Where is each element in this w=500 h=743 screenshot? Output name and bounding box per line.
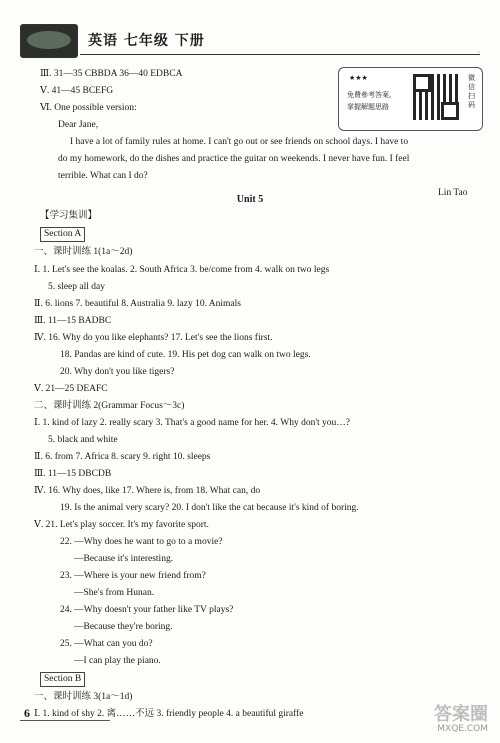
answer-line: 23. —Where is your new friend from? (60, 571, 206, 581)
answer-line: Ⅲ. 31—35 CBBDA 36—40 EDBCA (40, 69, 183, 79)
qr-card[interactable] (338, 67, 483, 131)
answer-line: Ⅴ. 21—25 DEAFC (34, 384, 108, 394)
answer-line: Ⅳ. 16. Why do you like elephants? 17. Let's see the lions first. (34, 333, 273, 343)
answer-line: 一、课时训练 1(1a～2d) (34, 247, 133, 257)
page-number: 6 (24, 706, 30, 720)
answer-line: Ⅴ. 21. Let's play soccer. It's my favorite sport. (34, 520, 209, 530)
section-b-label: Section B (40, 672, 85, 687)
answer-line: terrible. What can I do? (58, 171, 148, 181)
stars-icon: ★★★ (349, 74, 368, 82)
answer-line: Ⅰ. 1. Let's see the koalas. 2. South Africa 3. be/come from 4. walk on two legs (34, 265, 330, 275)
answer-line: Ⅵ. One possible version: (40, 103, 137, 113)
answer-line: do my homework, do the dishes and practice the guitar on weekends. I never have fun. I feel (58, 154, 410, 164)
page-header (20, 24, 480, 58)
answer-line: 二、课时训练 2(Grammar Focus～3c) (34, 401, 185, 411)
answer-line: Ⅱ. 6. from 7. Africa 8. scary 9. right 10. sleeps (34, 452, 211, 462)
answer-line: Ⅰ. 1. kind of shy 2. 离……不远 3. friendly people 4. a beautiful giraffe (34, 709, 304, 719)
answer-line: —She's from Hunan. (74, 588, 155, 598)
answer-line: Ⅲ. 11—15 DBCDB (34, 469, 112, 479)
answer-line: Ⅱ. 6. lions 7. beautiful 8. Australia 9. lazy 10. Animals (34, 299, 241, 309)
answer-line: —Because they're boring. (74, 622, 173, 632)
header-dots: · (477, 48, 480, 57)
answer-line: 5. black and white (48, 435, 118, 445)
section-a-label: Section A (40, 227, 85, 242)
answer-line: Ⅳ. 16. Why does, like 17. Where is, from 18. What can, do (34, 486, 261, 496)
qr-code-icon[interactable] (413, 74, 459, 120)
answer-line: Ⅴ. 41—45 BCEFG (40, 86, 114, 96)
answer-line: 一、课时训练 3(1a～1d) (34, 692, 133, 702)
footer-rule (20, 720, 110, 721)
unit-title: Unit 5 (236, 194, 264, 205)
answer-line: 25. —What can you do? (60, 639, 153, 649)
answer-line: 20. Why don't you like tigers? (60, 367, 175, 377)
qr-text-1: 免費參考答案, (347, 91, 392, 99)
header-title: 英语 七年级 下册 (88, 33, 205, 49)
answer-line: 19. Is the animal very scary? 20. I don't like the cat because it's kind of boring. (60, 503, 359, 513)
answer-line: Dear Jane, (58, 120, 99, 130)
answer-line: —Because it's interesting. (74, 554, 174, 564)
watermark-logo: 答案圈 (434, 704, 488, 725)
qr-text-2: 掌握解题思路 (347, 103, 389, 111)
watermark-url: MXQE.COM (437, 724, 488, 734)
answer-line: 24. —Why doesn't your father like TV plays? (60, 605, 234, 615)
qr-side-text: 微信扫码 (468, 74, 475, 109)
answer-line: I have a lot of family rules at home. I can't go out or see friends on school days. I have to (70, 137, 409, 147)
book-logo (20, 24, 78, 58)
answer-line: Ⅰ. 1. kind of lazy 2. really scary 3. That's a good name for her. 4. Why don't you…? (34, 418, 351, 428)
answer-line: 【学习集训】 (40, 211, 98, 221)
answer-line: 18. Pandas are kind of cute. 19. His pet dog can walk on two legs. (60, 350, 311, 360)
answer-line: 22. —Why does he want to go to a movie? (60, 537, 223, 547)
answer-line: 5. sleep all day (48, 282, 105, 292)
answer-line: —I can play the piano. (74, 656, 161, 666)
answer-line: Ⅲ. 11—15 BADBC (34, 316, 112, 326)
header-rule (80, 54, 480, 55)
answer-line: Lin Tao (438, 188, 468, 198)
